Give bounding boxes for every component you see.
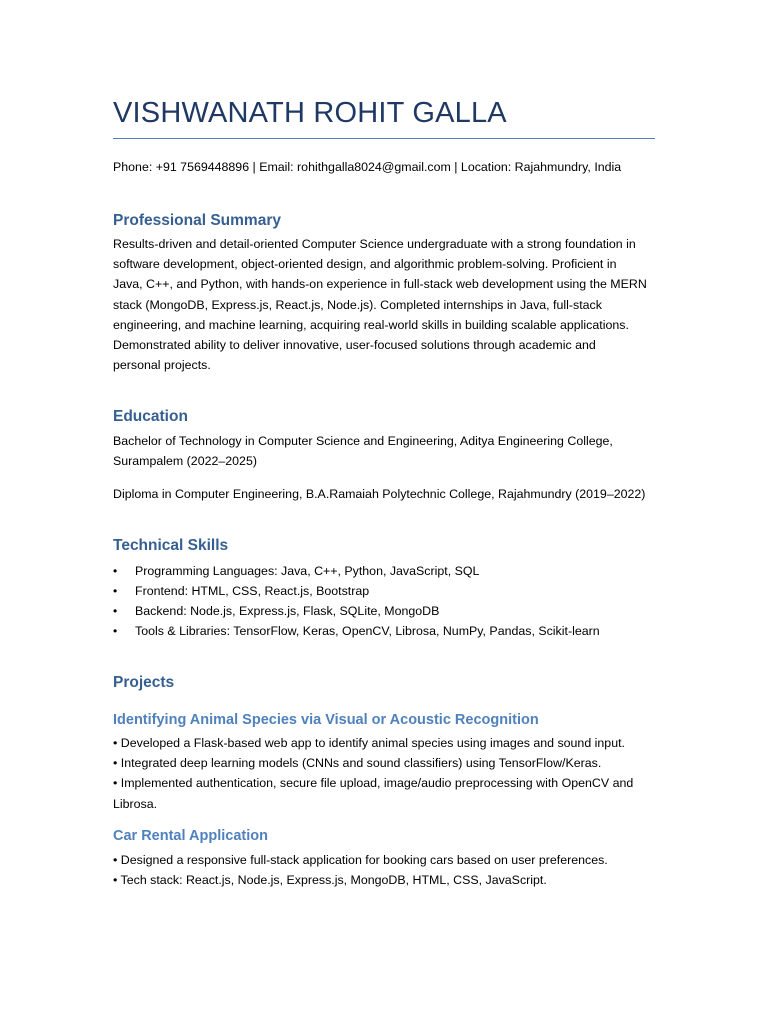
summary-paragraph xyxy=(113,234,655,375)
skills-heading: Technical Skills xyxy=(113,537,229,554)
skill-item xyxy=(113,601,600,621)
summary-line: Demonstrated ability to deliver innovative, user-focused solutions through academic and xyxy=(113,338,596,353)
resume-page xyxy=(113,0,657,1024)
summary-line: stack (MongoDB, Express.js, React.js, Node.js). Completed internships in Java, full-stack xyxy=(113,297,602,312)
bullet-icon: • xyxy=(113,584,118,598)
name-divider xyxy=(113,138,655,139)
skills-list xyxy=(113,561,600,641)
education-entry-bachelor xyxy=(113,431,655,471)
bullet-icon: • xyxy=(113,564,118,578)
skill-item xyxy=(113,561,600,581)
summary-line: personal projects. xyxy=(113,358,211,373)
summary-line: engineering, and machine learning, acquiring real-world skills in building scalable applications. xyxy=(113,317,629,332)
projects-heading: Projects xyxy=(113,674,175,691)
education-line: Diploma in Computer Engineering, B.A.Ramaiah Polytechnic College, Rajahmundry (2019–2022) xyxy=(113,487,646,501)
summary-line: software development, object-oriented design, and algorithmic problem-solving. Proficient in xyxy=(113,257,617,272)
education-entry-diploma xyxy=(113,484,655,504)
skill-text: Frontend: HTML, CSS, React.js, Bootstrap xyxy=(135,584,370,598)
bullet-icon: • xyxy=(113,624,118,638)
project-line: • Developed a Flask-based web app to identify animal species using images and sound input. xyxy=(113,736,625,750)
skill-text: Tools & Libraries: TensorFlow, Keras, OpenCV, Librosa, NumPy, Pandas, Scikit-learn xyxy=(135,624,600,638)
skill-item xyxy=(113,621,600,641)
contact-line: Phone: +91 7569448896 | Email: rohithgalla8024@gmail.com | Location: Rajahmundry, India xyxy=(113,160,622,174)
project-line: • Designed a responsive full-stack application for booking cars based on user preferences. xyxy=(113,853,608,867)
summary-line: Java, C++, and Python, with hands-on experience in full-stack web development using the MERN xyxy=(113,277,647,292)
project-title-animal-species: Identifying Animal Species via Visual or Acoustic Recognition xyxy=(113,712,539,728)
education-line: Bachelor of Technology in Computer Science and Engineering, Aditya Engineering College, xyxy=(113,434,613,448)
education-heading: Education xyxy=(113,408,188,425)
project-details-car-rental xyxy=(113,850,655,890)
skill-text: Backend: Node.js, Express.js, Flask, SQLite, MongoDB xyxy=(135,604,440,618)
education-line: Surampalem (2022–2025) xyxy=(113,454,257,469)
skill-text: Programming Languages: Java, C++, Python, JavaScript, SQL xyxy=(135,564,480,578)
skill-item xyxy=(113,581,600,601)
project-line: • Tech stack: React.js, Node.js, Express.js, MongoDB, HTML, CSS, JavaScript. xyxy=(113,873,547,888)
summary-heading: Professional Summary xyxy=(113,212,281,229)
project-line: • Implemented authentication, secure file upload, image/audio preprocessing with OpenCV and xyxy=(113,776,634,791)
project-line: • Integrated deep learning models (CNNs and sound classifiers) using TensorFlow/Keras. xyxy=(113,756,602,771)
summary-line: Results-driven and detail-oriented Computer Science undergraduate with a strong foundation in xyxy=(113,237,636,251)
bullet-icon: • xyxy=(113,604,118,618)
project-title-car-rental: Car Rental Application xyxy=(113,828,268,844)
candidate-name: VISHWANATH ROHIT GALLA xyxy=(113,97,507,129)
project-line: Librosa. xyxy=(113,796,158,811)
project-details-animal-species xyxy=(113,733,655,814)
